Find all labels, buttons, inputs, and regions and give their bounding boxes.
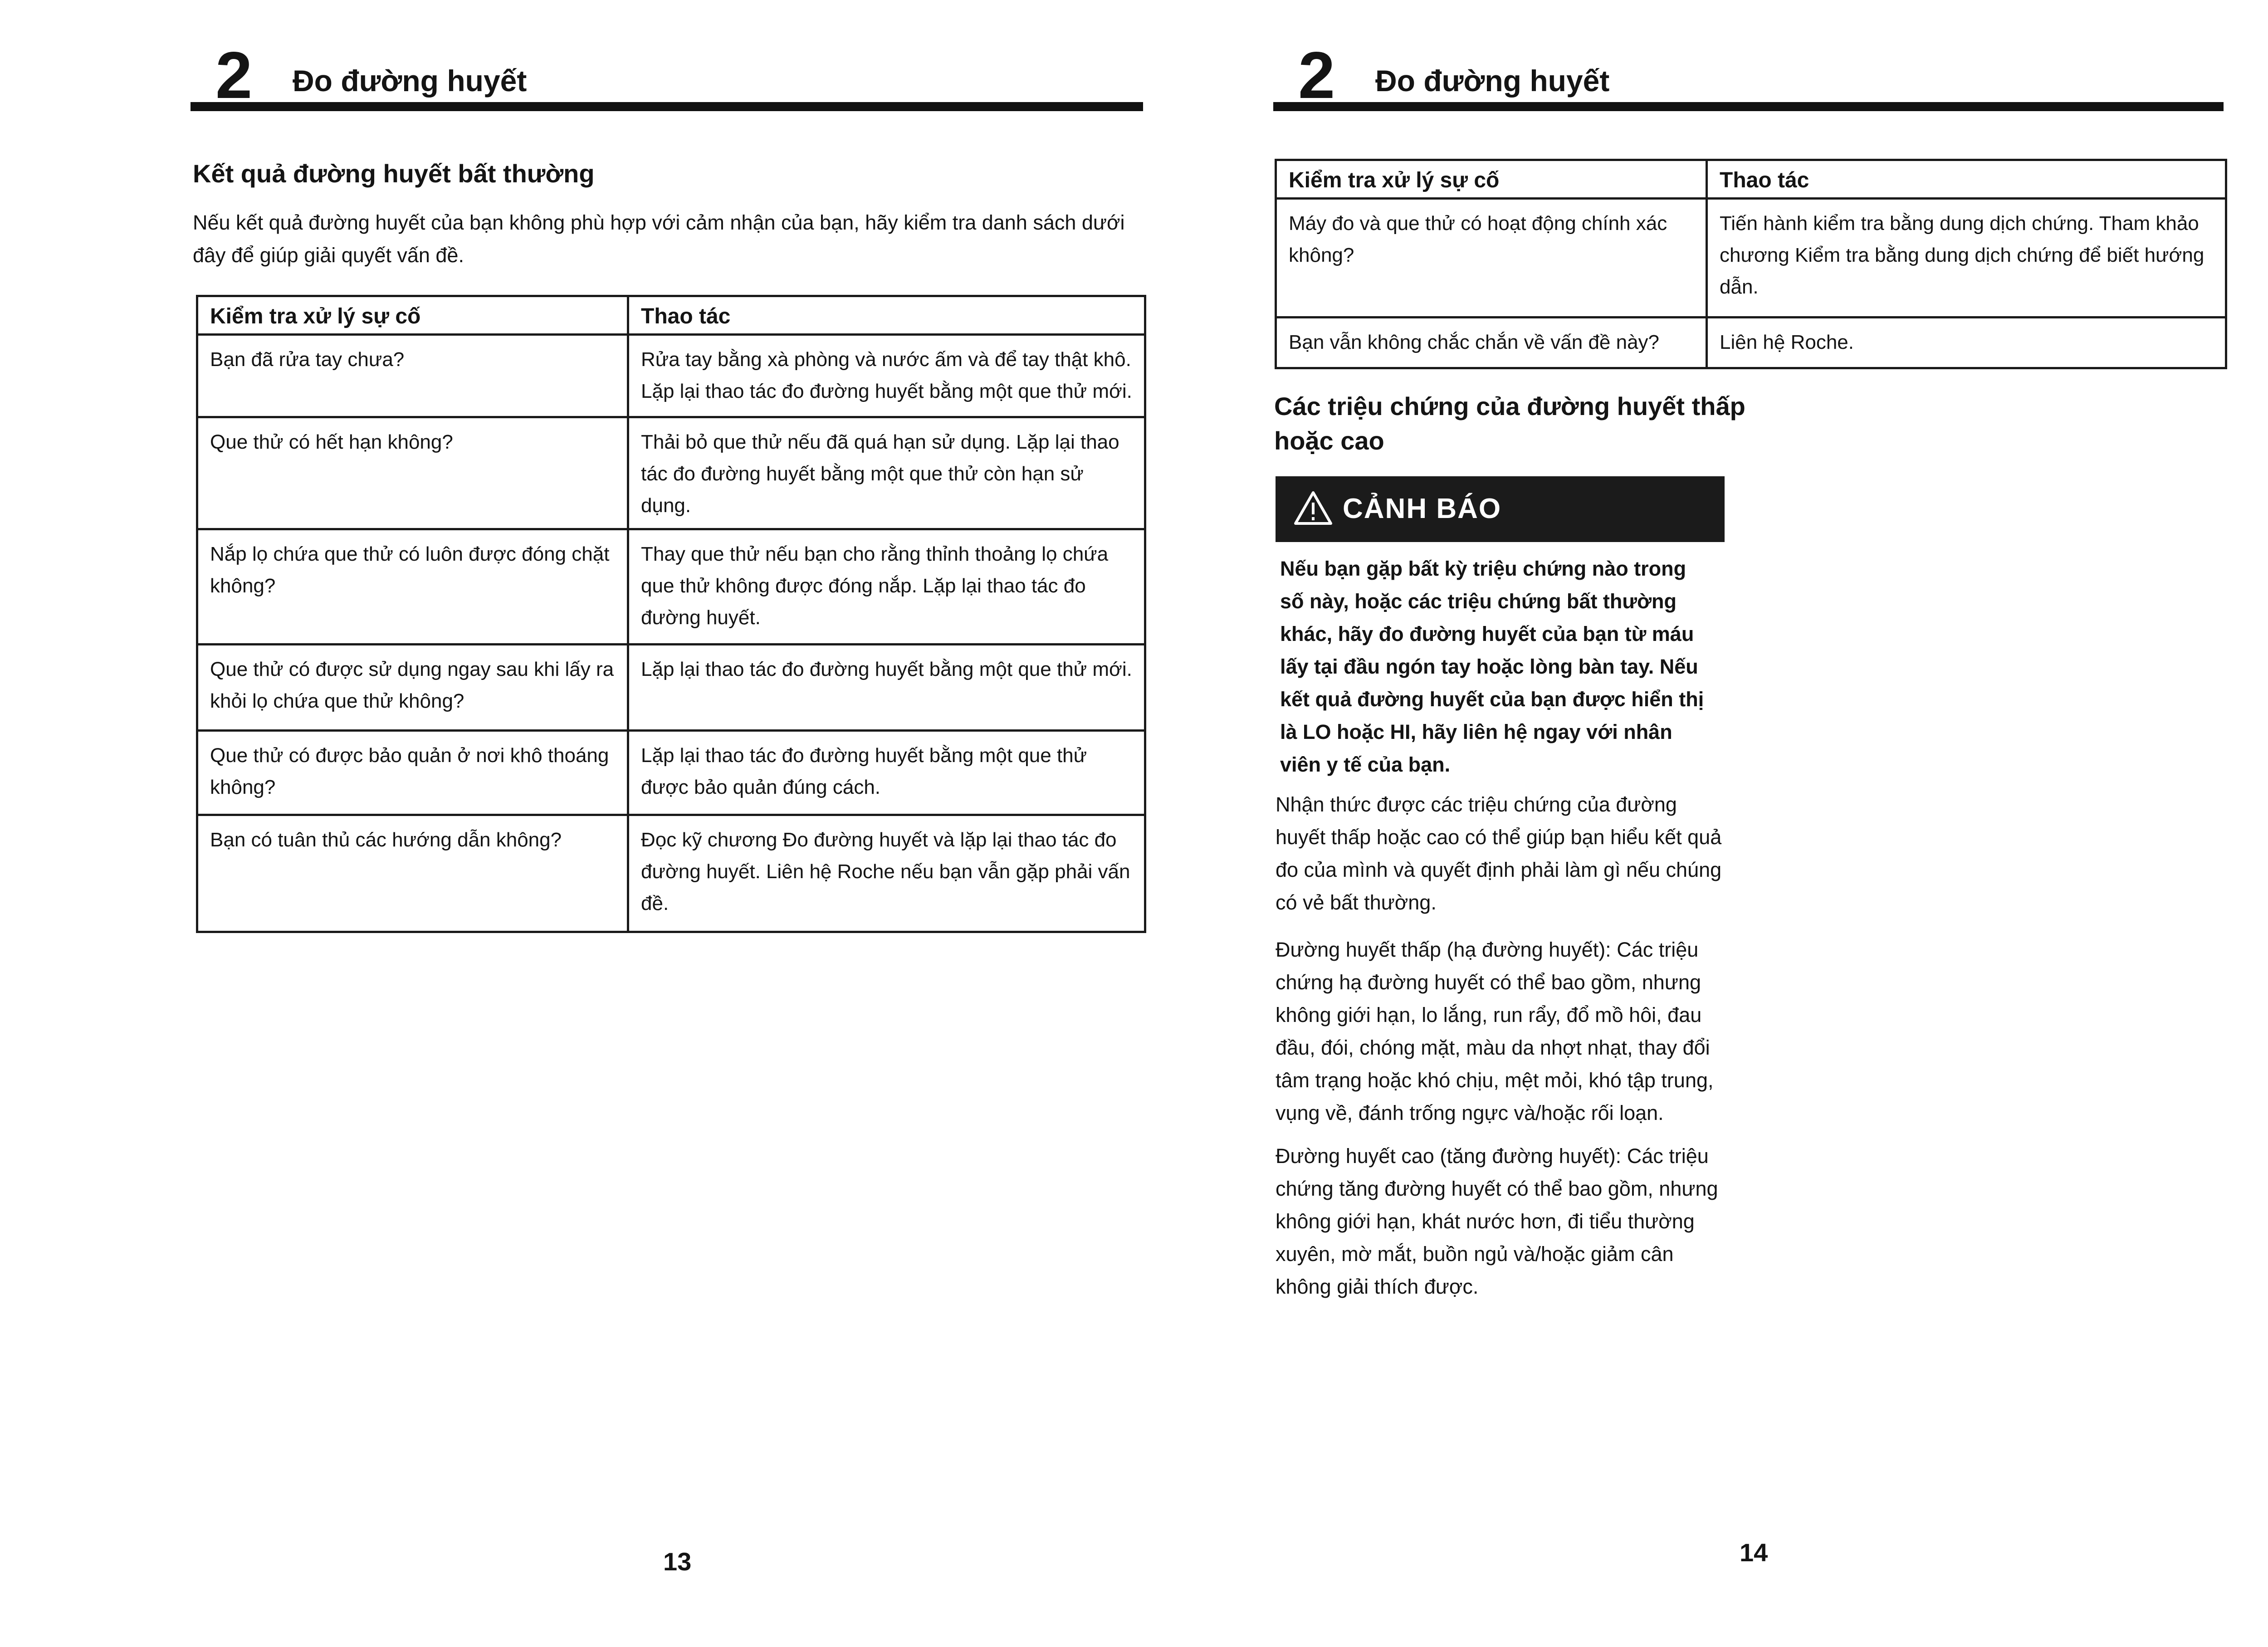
check-cell: Que thử có hết hạn không? bbox=[197, 417, 628, 529]
action-cell: Thải bỏ que thử nếu đã quá hạn sử dụng. Lặp lại thao tác đo đường huyết bằng một que thử còn hạn sử dụng. bbox=[628, 417, 1145, 529]
chapter-number: 2 bbox=[1298, 38, 1334, 112]
warning-label: CẢNH BÁO bbox=[1343, 493, 1502, 524]
column-header-action: Thao tác bbox=[1707, 160, 2226, 199]
intro-paragraph: Nếu kết quả đường huyết của bạn không phù hợp với cảm nhận của bạn, hãy kiểm tra danh sách dưới đây để giúp giải quyết vấn đề. bbox=[193, 211, 1125, 267]
check-cell: Bạn đã rửa tay chưa? bbox=[197, 335, 628, 417]
troubleshooting-table bbox=[196, 295, 1146, 933]
warning-triangle-icon bbox=[1294, 490, 1333, 526]
action-cell: Lặp lại thao tác đo đường huyết bằng một que thử được bảo quản đúng cách. bbox=[628, 731, 1145, 815]
column-header-action: Thao tác bbox=[628, 296, 1145, 335]
action-cell: Tiến hành kiểm tra bằng dung dịch chứng. Tham khảo chương Kiểm tra bằng dung dịch chứng để biết hướng dẫn. bbox=[1707, 199, 2226, 318]
table-row bbox=[197, 731, 1145, 815]
page-number: 14 bbox=[1740, 1538, 1768, 1567]
chapter-title: Đo đường huyết bbox=[1375, 64, 1610, 98]
chapter-header bbox=[191, 34, 1143, 111]
warning-banner bbox=[1276, 476, 1725, 542]
action-cell: Liên hệ Roche. bbox=[1707, 318, 2226, 368]
chapter-title: Đo đường huyết bbox=[293, 64, 527, 98]
table-row bbox=[1276, 318, 2226, 368]
table-row bbox=[1276, 199, 2226, 318]
chapter-number: 2 bbox=[215, 38, 251, 112]
table-row bbox=[197, 335, 1145, 417]
check-cell: Que thử có được sử dụng ngay sau khi lấy ra khỏi lọ chứa que thử không? bbox=[197, 645, 628, 731]
table-row bbox=[197, 815, 1145, 932]
right-page bbox=[1237, 0, 2268, 1647]
column-header-check: Kiểm tra xử lý sự cố bbox=[1276, 160, 1707, 199]
section-title: Kết quả đường huyết bất thường bbox=[193, 159, 595, 188]
table-header-row bbox=[197, 296, 1145, 335]
low-blood-sugar-paragraph: Đường huyết thấp (hạ đường huyết): Các triệu chứng hạ đường huyết có thể bao gồm, nhưng không giới hạn, lo lắng, run rẩy, đổ mồ hôi, đau đầu, đói, chóng mặt, màu da nhợt nhạt, thay đổi tâm trạng hoặc khó chịu, mệt mỏi, khó tập trung, vụng về, đánh trống ngực và/hoặc rối loạn. bbox=[1276, 938, 1714, 1124]
action-cell: Rửa tay bằng xà phòng và nước ấm và để tay thật khô. Lặp lại thao tác đo đường huyết bằng một que thử mới. bbox=[628, 335, 1145, 417]
table-header-row bbox=[1276, 160, 2226, 199]
symptoms-intro-paragraph: Nhận thức được các triệu chứng của đường huyết thấp hoặc cao có thể giúp bạn hiểu kết quả đo của mình và quyết định phải làm gì nếu chúng có vẻ bất thường. bbox=[1276, 793, 1722, 914]
check-cell: Bạn có tuân thủ các hướng dẫn không? bbox=[197, 815, 628, 932]
action-cell: Đọc kỹ chương Đo đường huyết và lặp lại thao tác đo đường huyết. Liên hệ Roche nếu bạn vẫn gặp phải vấn đề. bbox=[628, 815, 1145, 932]
table-row bbox=[197, 417, 1145, 529]
high-blood-sugar-paragraph: Đường huyết cao (tăng đường huyết): Các triệu chứng tăng đường huyết có thể bao gồm, nhưng không giới hạn, khát nước hơn, đi tiểu thường xuyên, mờ mắt, buồn ngủ và/hoặc giảm cân không giải thích được. bbox=[1276, 1144, 1718, 1298]
page-number: 13 bbox=[663, 1547, 692, 1576]
warning-text: Nếu bạn gặp bất kỳ triệu chứng nào trong số này, hoặc các triệu chứng bất thường khác, hãy đo đường huyết của bạn từ máu lấy tại đầu ngón tay hoặc lòng bàn tay. Nếu kết quả đường huyết của bạn được hiển thị là LO hoặc HI, hãy liên hệ ngay với nhân viên y tế của bạn. bbox=[1280, 557, 1704, 776]
section-title: Các triệu chứng của đường huyết thấp hoặc cao bbox=[1274, 392, 1745, 455]
chapter-header bbox=[1273, 34, 2224, 111]
action-cell: Thay que thử nếu bạn cho rằng thỉnh thoảng lọ chứa que thử không được đóng nắp. Lặp lại thao tác đo đường huyết. bbox=[628, 529, 1145, 645]
check-cell: Nắp lọ chứa que thử có luôn được đóng chặt không? bbox=[197, 529, 628, 645]
action-cell: Lặp lại thao tác đo đường huyết bằng một que thử mới. bbox=[628, 645, 1145, 731]
troubleshooting-table-continued bbox=[1275, 159, 2227, 369]
check-cell: Bạn vẫn không chắc chắn về vấn đề này? bbox=[1276, 318, 1707, 368]
table-row bbox=[197, 529, 1145, 645]
column-header-check: Kiểm tra xử lý sự cố bbox=[197, 296, 628, 335]
check-cell: Máy đo và que thử có hoạt động chính xác không? bbox=[1276, 199, 1707, 318]
table-row bbox=[197, 645, 1145, 731]
check-cell: Que thử có được bảo quản ở nơi khô thoáng không? bbox=[197, 731, 628, 815]
